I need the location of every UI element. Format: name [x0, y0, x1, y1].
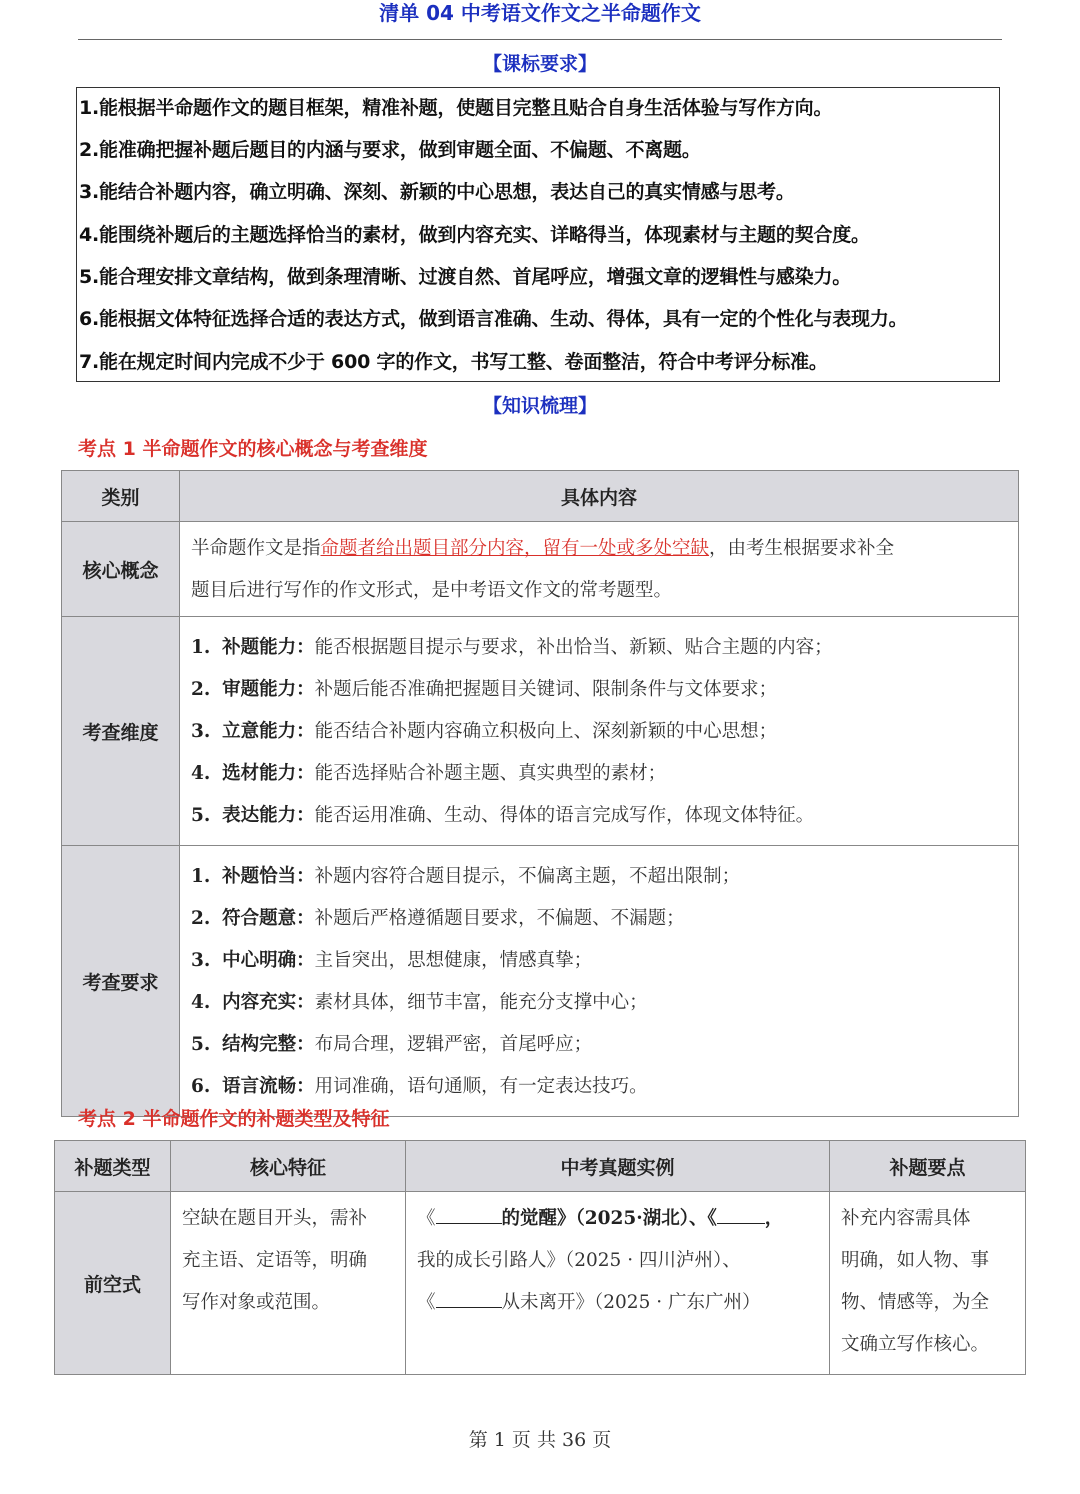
example-cell — [406, 1192, 830, 1375]
item-text: 素材具体，细节丰富，能充分支撑中心； — [314, 992, 648, 1013]
dimension-item — [191, 711, 1008, 753]
requirement-criterion — [191, 1024, 1008, 1066]
item-keyword: 语言流畅： — [222, 1076, 315, 1097]
item-text: 能否根据题目提示与要求，补出恰当、新颖、贴合主题的内容； — [314, 637, 833, 658]
item-keyword: 中心明确： — [222, 950, 315, 971]
feature-cell — [171, 1192, 406, 1375]
feature-line: 写作对象或范围。 — [182, 1292, 331, 1313]
item-number: 1. — [191, 637, 211, 658]
answer-blank — [436, 1205, 502, 1225]
dimension-item — [191, 627, 1008, 669]
kp1-heading: 考点 1 半命题作文的核心概念与考查维度 — [78, 438, 428, 460]
header-divider — [78, 39, 1002, 40]
example-title: 的觉醒》（2025·湖北）、《 — [501, 1208, 717, 1229]
item-number: 3. — [191, 721, 211, 742]
item-text: 主旨突出，思想健康，情感真挚； — [314, 950, 593, 971]
example-line-1 — [417, 1198, 819, 1240]
example-text: 《 — [417, 1208, 436, 1229]
core-concept-line-2: 题目后进行写作的作文形式，是中考语文作文的常考题型。 — [191, 580, 673, 601]
requirement-item: 3.能结合补题内容，确立明确、深刻、新颖的中心思想，表达自己的真实情感与思考。 — [79, 181, 795, 203]
item-number: 1. — [191, 866, 211, 887]
item-number: 4. — [191, 992, 211, 1013]
item-text: 补题内容符合题目提示，不偏离主题，不超出限制； — [314, 866, 741, 887]
item-keyword: 补题恰当： — [222, 866, 315, 887]
requirement-item: 5.能合理安排文章结构，做到条理清晰、过渡自然、首尾呼应，增强文章的逻辑性与感染力。 — [79, 266, 852, 288]
item-keyword: 补题能力： — [222, 637, 315, 658]
requirements-content — [180, 846, 1019, 1117]
points-line: 补充内容需具体 — [841, 1208, 971, 1229]
col-header-type: 补题类型 — [55, 1141, 171, 1192]
example-line-3 — [417, 1282, 819, 1324]
requirement-item: 1.能根据半命题作文的题目框架，精准补题，使题目完整且贴合自身生活体验与写作方向。 — [79, 97, 833, 119]
dimension-item — [191, 795, 1008, 837]
kp2-heading: 考点 2 半命题作文的补题类型及特征 — [78, 1108, 390, 1130]
item-keyword: 选材能力： — [222, 763, 315, 784]
requirement-item: 7.能在规定时间内完成不少于 600 字的作文，书写工整、卷面整洁，符合中考评分标准。 — [79, 351, 828, 373]
requirement-criterion — [191, 982, 1008, 1024]
col-header-points: 补题要点 — [830, 1141, 1026, 1192]
requirement-item: 6.能根据文体特征选择合适的表达方式，做到语言准确、生动、得体，具有一定的个性化与表现力。 — [79, 308, 908, 330]
item-keyword: 内容充实： — [222, 992, 315, 1013]
item-number: 5. — [191, 805, 211, 826]
item-text: 能否结合补题内容确立积极向上、深刻新颖的中心思想； — [314, 721, 778, 742]
item-text: 补题后严格遵循题目要求，不偏题、不漏题； — [314, 908, 685, 929]
item-number: 2. — [191, 679, 211, 700]
knowledge-heading: 【知识梳理】 — [482, 395, 597, 417]
item-text: 能否选择贴合补题主题、真实典型的素材； — [314, 763, 667, 784]
item-keyword: 符合题意： — [222, 908, 315, 929]
dimension-item — [191, 753, 1008, 795]
item-number: 5. — [191, 1034, 211, 1055]
requirement-criterion — [191, 940, 1008, 982]
example-text: 《 — [417, 1292, 436, 1313]
item-text: 布局合理，逻辑严密，首尾呼应； — [314, 1034, 593, 1055]
points-cell — [830, 1192, 1026, 1375]
item-number: 2. — [191, 908, 211, 929]
core-concept-content — [180, 522, 1019, 617]
feature-line: 充主语、定语等，明确 — [182, 1250, 368, 1271]
document-title: 清单 04 中考语文作文之半命题作文 — [379, 1, 701, 25]
example-text: ， — [764, 1208, 784, 1229]
points-line: 文确立写作核心。 — [841, 1334, 990, 1355]
kp1-table — [61, 470, 1019, 1117]
core-concept-line-1 — [191, 528, 1008, 570]
item-keyword: 结构完整： — [222, 1034, 315, 1055]
curriculum-requirements-box — [76, 87, 1000, 382]
item-text: 能否运用准确、生动、得体的语言完成写作，体现文体特征。 — [314, 805, 815, 826]
page-number: 第 1 页 共 36 页 — [468, 1429, 612, 1451]
row-label-dimensions: 考查维度 — [62, 617, 180, 846]
col-header-category: 类别 — [62, 471, 180, 522]
dimension-item — [191, 669, 1008, 711]
row-label-front-blank: 前空式 — [55, 1192, 171, 1375]
answer-blank — [717, 1205, 765, 1225]
item-number: 4. — [191, 763, 211, 784]
col-header-feature: 核心特征 — [171, 1141, 406, 1192]
points-line: 明确，如人物、事 — [841, 1250, 990, 1271]
requirement-criterion — [191, 898, 1008, 940]
item-text: 补题后能否准确把握题目关键词、限制条件与文体要求； — [314, 679, 778, 700]
requirement-item: 4.能围绕补题后的主题选择恰当的素材，做到内容充实、详略得当，体现素材与主题的契合度。 — [79, 224, 870, 246]
col-header-example: 中考真题实例 — [406, 1141, 830, 1192]
kp2-table — [54, 1140, 1026, 1375]
answer-blank — [436, 1289, 502, 1309]
example-line-2: 我的成长引路人》（2025 · 四川泸州）、 — [417, 1250, 741, 1271]
concept-text: 半命题作文是指 — [191, 538, 321, 559]
row-label-requirements: 考查要求 — [62, 846, 180, 1117]
item-number: 3. — [191, 950, 211, 971]
requirement-item: 2.能准确把握补题后题目的内涵与要求，做到审题全面、不偏题、不离题。 — [79, 139, 701, 161]
col-header-content: 具体内容 — [180, 471, 1019, 522]
item-text: 用词准确，语句通顺，有一定表达技巧。 — [314, 1076, 648, 1097]
dimensions-content — [180, 617, 1019, 846]
example-text: 从未离开》（2025 · 广东广州） — [501, 1292, 761, 1313]
row-label-core-concept: 核心概念 — [62, 522, 180, 617]
concept-definition-highlight: 命题者给出题目部分内容，留有一处或多处空缺 — [320, 538, 710, 559]
item-number: 6. — [191, 1076, 211, 1097]
requirement-criterion — [191, 1066, 1008, 1108]
concept-text: ，由考生根据要求补全 — [709, 538, 895, 559]
item-keyword: 审题能力： — [222, 679, 315, 700]
points-line: 物、情感等，为全 — [841, 1292, 990, 1313]
feature-line: 空缺在题目开头，需补 — [182, 1208, 368, 1229]
item-keyword: 立意能力： — [222, 721, 315, 742]
requirement-criterion — [191, 856, 1008, 898]
curriculum-heading: 【课标要求】 — [482, 53, 597, 75]
item-keyword: 表达能力： — [222, 805, 315, 826]
